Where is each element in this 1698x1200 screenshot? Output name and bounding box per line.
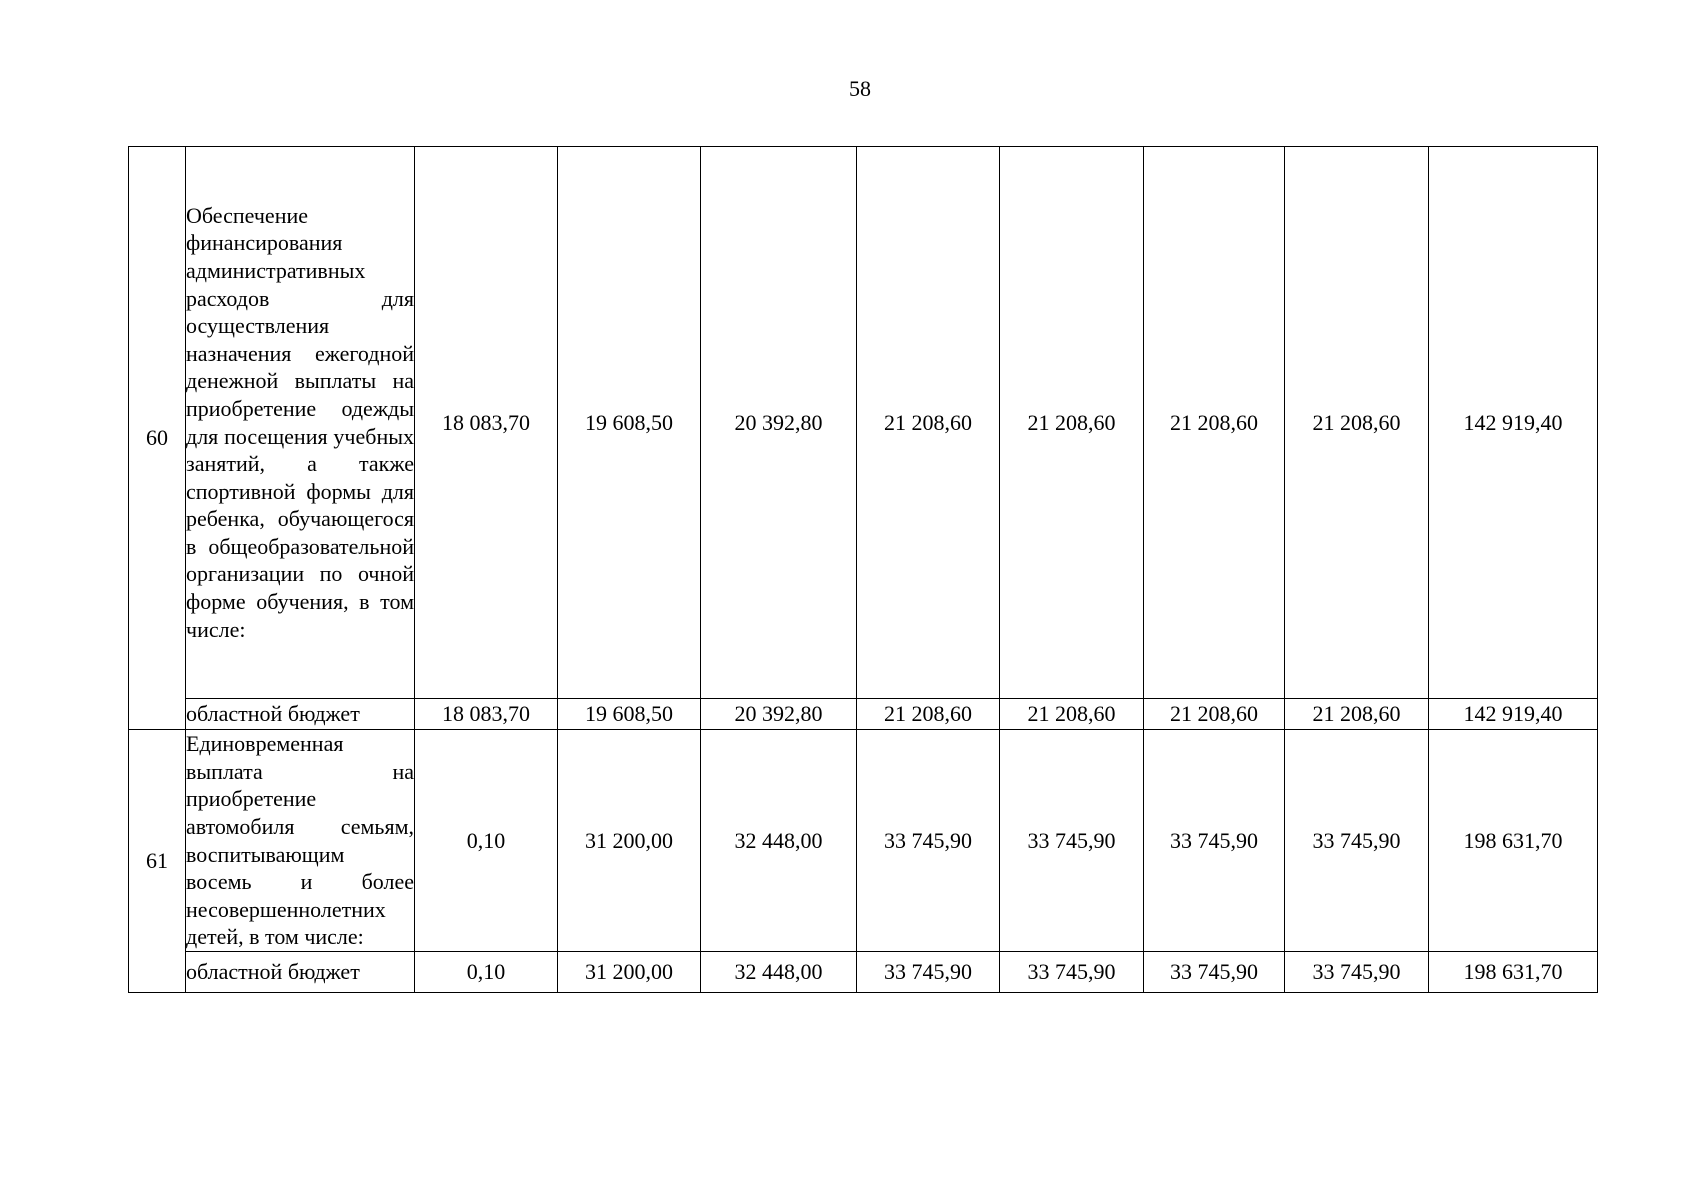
table-row [129, 952, 1598, 993]
amount-cell: 0,10 [415, 730, 558, 952]
row-number: 60 [129, 147, 186, 730]
row-description: Единовременная выплата на приобретение автомобиля семьям, воспитывающим восемь и более несовершеннолетних детей, в том числе: [186, 730, 415, 952]
page-number: 58 [849, 76, 871, 101]
total-cell: 142 919,40 [1429, 147, 1598, 699]
budget-table [128, 146, 1598, 993]
amount-cell: 33 745,90 [857, 730, 1000, 952]
amount-cell: 21 208,60 [1000, 147, 1144, 699]
amount-cell: 18 083,70 [415, 147, 558, 699]
amount-cell: 32 448,00 [701, 952, 857, 993]
amount-cell: 21 208,60 [1144, 699, 1285, 730]
amount-cell: 33 745,90 [1000, 730, 1144, 952]
amount-cell: 20 392,80 [701, 699, 857, 730]
total-cell: 142 919,40 [1429, 699, 1598, 730]
amount-cell: 21 208,60 [857, 699, 1000, 730]
amount-cell: 21 208,60 [857, 147, 1000, 699]
amount-cell: 33 745,90 [857, 952, 1000, 993]
amount-cell: 0,10 [415, 952, 558, 993]
amount-cell: 32 448,00 [701, 730, 857, 952]
table-row [129, 699, 1598, 730]
funding-source-label: областной бюджет [186, 952, 415, 993]
amount-cell: 21 208,60 [1144, 147, 1285, 699]
funding-source-label: областной бюджет [186, 699, 415, 730]
amount-cell: 33 745,90 [1144, 730, 1285, 952]
amount-cell: 33 745,90 [1144, 952, 1285, 993]
amount-cell: 31 200,00 [558, 730, 701, 952]
table-row [129, 147, 1598, 699]
amount-cell: 33 745,90 [1285, 730, 1429, 952]
row-description: Обеспечение финансирования административных расходов для осуществления назначения ежегодной денежной выплаты на приобретение одежды для посещения учебных занятий, а также спортивной формы для ребенка, обучающегося в общеобразовательной организации по очной форме обучения, в том числе: [186, 147, 415, 699]
amount-cell: 31 200,00 [558, 952, 701, 993]
table-row [129, 730, 1598, 952]
amount-cell: 21 208,60 [1285, 699, 1429, 730]
amount-cell: 18 083,70 [415, 699, 558, 730]
amount-cell: 21 208,60 [1000, 699, 1144, 730]
row-number: 61 [129, 730, 186, 993]
amount-cell: 21 208,60 [1285, 147, 1429, 699]
amount-cell: 19 608,50 [558, 147, 701, 699]
amount-cell: 33 745,90 [1000, 952, 1144, 993]
total-cell: 198 631,70 [1429, 952, 1598, 993]
amount-cell: 19 608,50 [558, 699, 701, 730]
total-cell: 198 631,70 [1429, 730, 1598, 952]
amount-cell: 20 392,80 [701, 147, 857, 699]
amount-cell: 33 745,90 [1285, 952, 1429, 993]
